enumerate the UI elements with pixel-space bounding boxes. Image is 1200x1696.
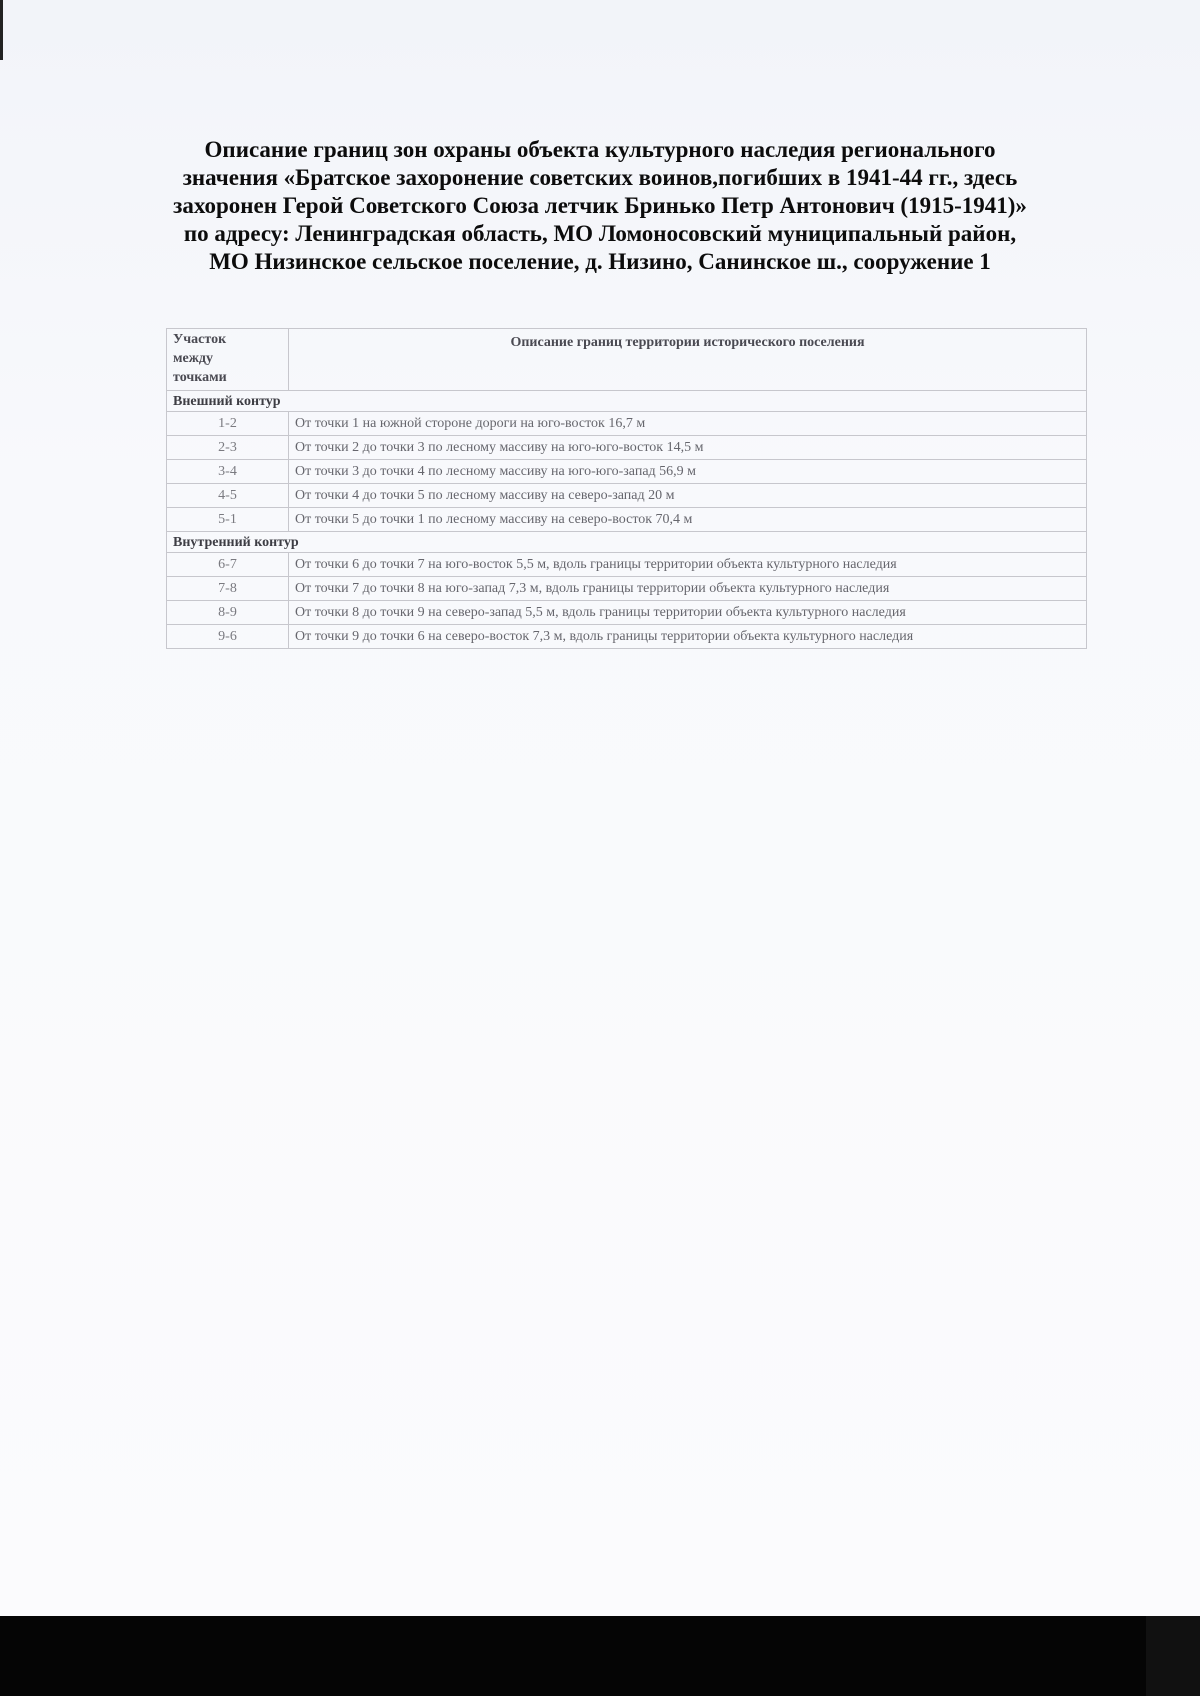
table-row bbox=[167, 412, 1087, 436]
segment-cell: 8-9 bbox=[167, 601, 289, 625]
title-line: Описание границ зон охраны объекта культурного наследия регионального bbox=[204, 137, 996, 162]
segment-cell: 2-3 bbox=[167, 436, 289, 460]
description-cell: От точки 1 на южной стороне дороги на юго-восток 16,7 м bbox=[289, 412, 1087, 436]
description-cell: От точки 6 до точки 7 на юго-восток 5,5 м, вдоль границы территории объекта культурного наследия bbox=[289, 553, 1087, 577]
segment-cell: 1-2 bbox=[167, 412, 289, 436]
description-cell: От точки 9 до точки 6 на северо-восток 7,3 м, вдоль границы территории объекта культурного наследия bbox=[289, 625, 1087, 649]
title-line: значения «Братское захоронение советских воинов,погибших в 1941-44 гг., здесь bbox=[182, 165, 1018, 190]
segment-header-line: Участок bbox=[173, 332, 227, 347]
boundary-table-container bbox=[166, 328, 1086, 649]
segment-cell: 7-8 bbox=[167, 577, 289, 601]
segment-cell: 9-6 bbox=[167, 625, 289, 649]
title-line: МО Низинское сельское поселение, д. Низино, Санинское ш., сооружение 1 bbox=[209, 249, 991, 274]
description-cell: От точки 4 до точки 5 по лесному массиву на северо-запад 20 м bbox=[289, 484, 1087, 508]
title-line: по адресу: Ленинградская область, МО Ломоносовский муниципальный район, bbox=[183, 221, 1017, 246]
description-cell: От точки 7 до точки 8 на юго-запад 7,3 м, вдоль границы территории объекта культурного наследия bbox=[289, 577, 1087, 601]
description-cell: От точки 2 до точки 3 по лесному массиву на юго-юго-восток 14,5 м bbox=[289, 436, 1087, 460]
description-column-header: Описание границ территории исторического поселения bbox=[289, 329, 1087, 391]
scan-edge bbox=[0, 0, 3, 60]
description-cell: От точки 3 до точки 4 по лесному массиву на юго-юго-запад 56,9 м bbox=[289, 460, 1087, 484]
table-row bbox=[167, 484, 1087, 508]
section-row bbox=[167, 532, 1087, 553]
section-title: Внешний контур bbox=[167, 391, 1087, 412]
table-row bbox=[167, 436, 1087, 460]
scan-bottom-border bbox=[0, 1616, 1200, 1696]
table-header-row bbox=[167, 329, 1087, 391]
table-row bbox=[167, 508, 1087, 532]
segment-cell: 4-5 bbox=[167, 484, 289, 508]
table-row bbox=[167, 577, 1087, 601]
segment-column-header bbox=[167, 329, 289, 391]
boundary-table bbox=[166, 328, 1087, 649]
segment-header-line: между bbox=[173, 351, 213, 366]
description-cell: От точки 5 до точки 1 по лесному массиву на северо-восток 70,4 м bbox=[289, 508, 1087, 532]
table-row bbox=[167, 553, 1087, 577]
section-title: Внутренний контур bbox=[167, 532, 1087, 553]
segment-header-line: точками bbox=[173, 370, 227, 385]
title-line: захоронен Герой Советского Союза летчик Бринько Петр Антонович (1915-1941)» bbox=[173, 193, 1027, 218]
table-row bbox=[167, 460, 1087, 484]
description-cell: От точки 8 до точки 9 на северо-запад 5,5 м, вдоль границы территории объекта культурного наследия bbox=[289, 601, 1087, 625]
segment-cell: 3-4 bbox=[167, 460, 289, 484]
table-row bbox=[167, 601, 1087, 625]
scan-bottom-corner bbox=[1146, 1616, 1200, 1696]
table-row bbox=[167, 625, 1087, 649]
segment-cell: 5-1 bbox=[167, 508, 289, 532]
segment-cell: 6-7 bbox=[167, 553, 289, 577]
section-row bbox=[167, 391, 1087, 412]
document-title bbox=[110, 136, 1090, 276]
